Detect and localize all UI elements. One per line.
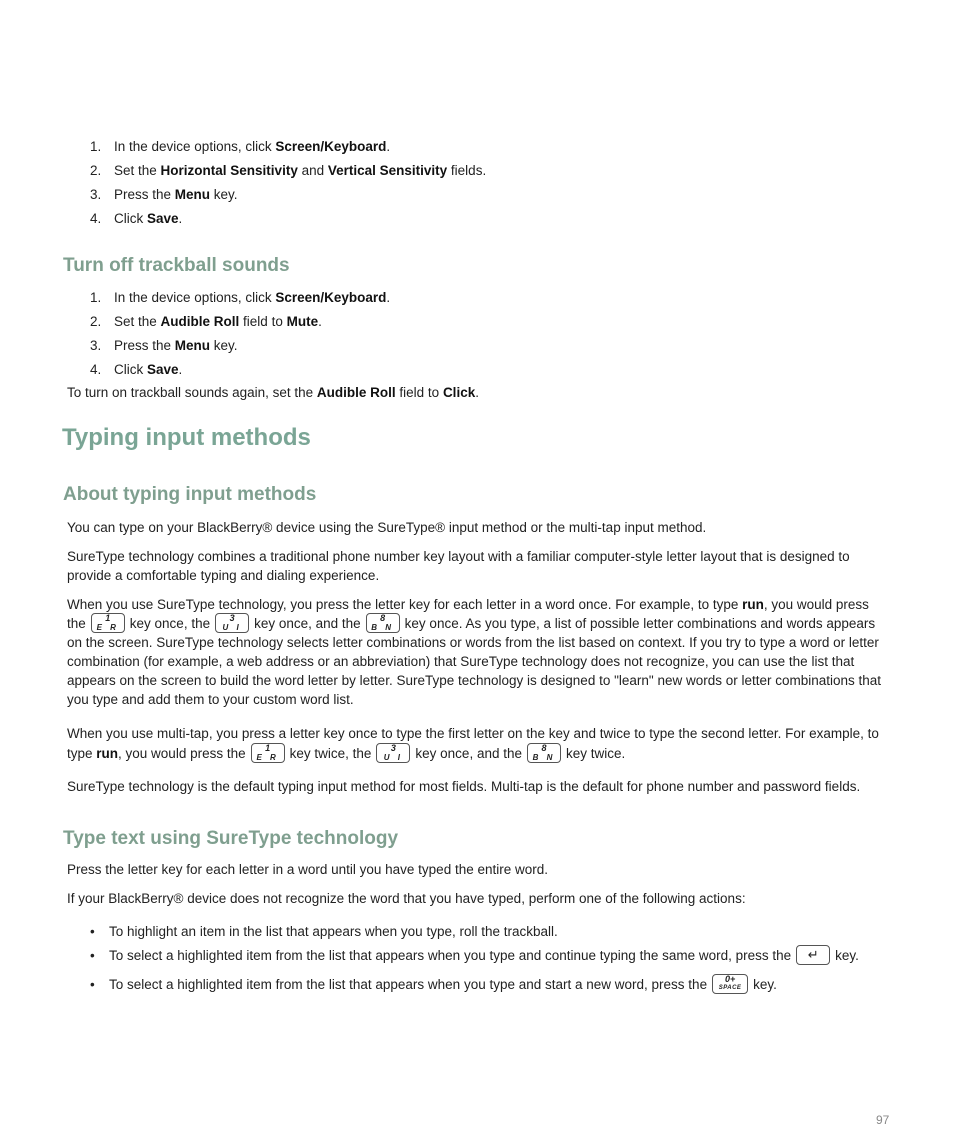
list-item: • To highlight an item in the list that appears when you type, roll the trackball. bbox=[90, 924, 558, 939]
er-key-icon: 1 E R bbox=[251, 743, 285, 763]
paragraph: If your BlackBerry® device does not recognize the word that you have typed, perform one of the following actions: bbox=[67, 891, 746, 906]
step-item: 3. Press the Menu key. bbox=[90, 338, 238, 353]
action-bullet-list bbox=[63, 922, 859, 999]
enter-key-icon: ↵ bbox=[796, 945, 830, 965]
page-number: 97 bbox=[876, 1113, 890, 1127]
step-item: 4. Click Save. bbox=[90, 362, 183, 377]
er-key-icon: 1 E R bbox=[91, 613, 125, 633]
step-item: 3. Press the Menu key. bbox=[90, 187, 238, 202]
step-item: 2. Set the Audible Roll field to Mute. bbox=[90, 314, 322, 329]
ui-key-icon: 3 U I bbox=[376, 743, 410, 763]
bn-key-icon: 8 B N bbox=[527, 743, 561, 763]
about-typing-heading: About typing input methods bbox=[63, 484, 317, 505]
suretype-paragraph: When you use SureType technology, you press the letter key for each letter in a word once. For example, to type run, you would press the 1 E R key once, the 3 U I key once, and the 8 B N key once. As you type, a list of possible letter combinations and words appears on the screen. SureType technology selects letter combinations or words from the list based on context. If you try to type a word or letter combination (for example, a web address or an abbreviation) that SureType technology does not recognize, you can use the list that appears on the screen to build the word letter by letter. SureType technology is designed to "learn" new words or letter combinations that you type and add them to your custom word list. bbox=[67, 597, 882, 707]
list-item: • To select a highlighted item from the list that appears when you type and continue typing the same word, press the ↵ key. bbox=[90, 946, 859, 963]
trackball-steps bbox=[68, 288, 390, 384]
paragraph: SureType technology combines a traditional phone number key layout with a familiar computer-style letter layout that is designed to provide a comfortable typing and dialing experience. bbox=[67, 549, 850, 583]
paragraph: Press the letter key for each letter in a word until you have typed the entire word. bbox=[67, 862, 549, 877]
ui-key-icon: 3 U I bbox=[215, 613, 249, 633]
typing-input-methods-title: Typing input methods bbox=[62, 424, 311, 451]
trackball-note: To turn on trackball sounds again, set the Audible Roll field to Click. bbox=[67, 385, 479, 400]
trackball-sounds-heading: Turn off trackball sounds bbox=[63, 255, 290, 276]
step-item: 1. In the device options, click Screen/Keyboard. bbox=[90, 290, 391, 305]
space-key-icon: 0+ SPACE bbox=[712, 974, 748, 994]
paragraph: SureType technology is the default typing input method for most fields. Multi-tap is the default for phone number and password fields. bbox=[67, 779, 861, 794]
step-item: 1. In the device options, click Screen/Keyboard. bbox=[90, 139, 391, 154]
multitap-paragraph: When you use multi-tap, you press a letter key once to type the first letter on the key and twice to type the second letter. For example, to type run, you would press the 1 E R key twice, the 3 U I key once, and the 8 B N key twice. bbox=[67, 726, 879, 762]
list-item: • To select a highlighted item from the list that appears when you type and start a new word, press the 0+ SPACE key. bbox=[90, 973, 777, 992]
paragraph: You can type on your BlackBerry® device using the SureType® input method or the multi-tap input method. bbox=[67, 520, 707, 535]
step-item: 2. Set the Horizontal Sensitivity and Vertical Sensitivity fields. bbox=[90, 163, 487, 178]
step-item: 4. Click Save. bbox=[90, 211, 183, 226]
bn-key-icon: 8 B N bbox=[366, 613, 400, 633]
type-text-suretype-heading: Type text using SureType technology bbox=[63, 828, 399, 849]
sensitivity-steps bbox=[68, 137, 486, 233]
